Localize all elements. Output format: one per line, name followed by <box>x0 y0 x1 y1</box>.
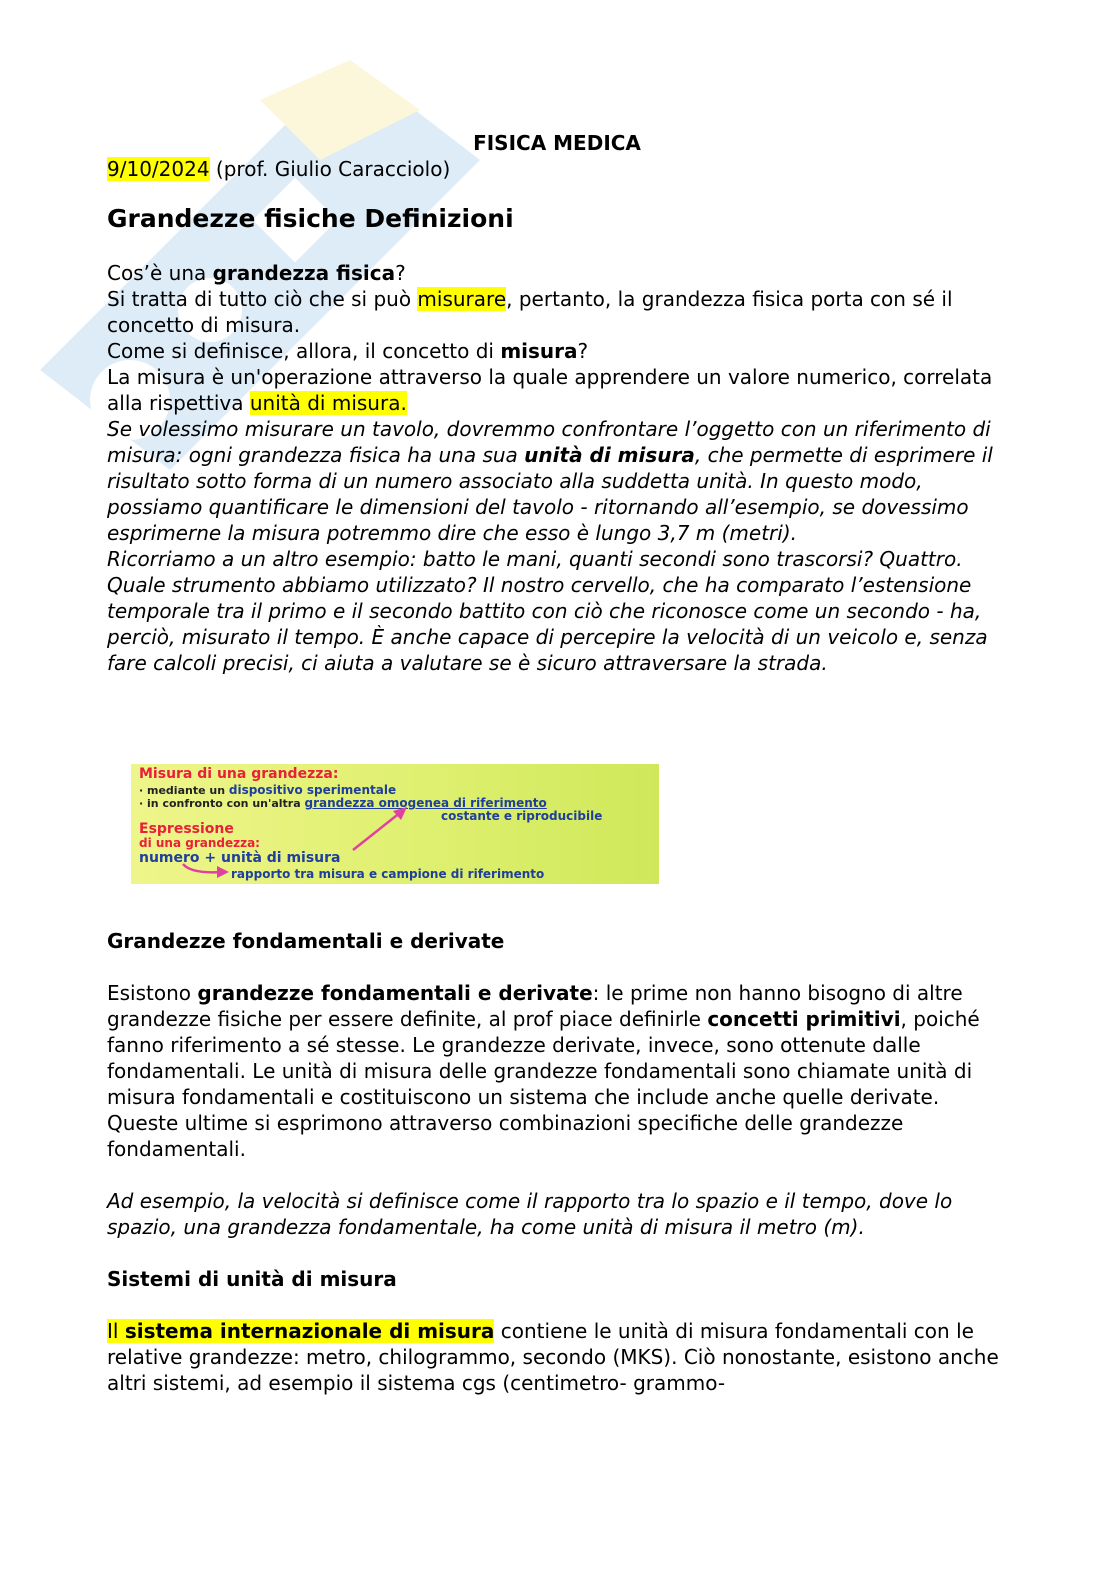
highlight-misurare: misurare <box>417 287 507 311</box>
text-run: , poiché fanno riferimento a sé stesse. Le grandezze derivate, invece, sono ottenute dalle fondamentali. Le unità di misura delle grandezze fondamentali sono chiamate unità di misura fondamentali e costituiscono un sistema che include anche quelle derivate. Queste ultime si esprimono attraverso combinazioni specifiche delle grandezze fondamentali. <box>107 1007 980 1161</box>
figure-text: di una grandezza: <box>192 766 339 782</box>
arrow-right-head <box>217 866 229 878</box>
document-body <box>107 130 1007 676</box>
bold-term: grandezze fondamentali e derivate <box>197 981 593 1005</box>
figure-arrows <box>131 764 659 884</box>
highlight-il: Il <box>107 1319 125 1343</box>
italic-example-tavolo <box>107 416 1007 546</box>
professor: (prof. Giulio Caracciolo) <box>209 157 451 181</box>
figure-text: · in confronto con un'altra <box>139 797 305 810</box>
bold-term: misura <box>500 339 578 363</box>
section-heading-fondamentali: Grandezze fondamentali e derivate <box>107 929 505 953</box>
figure-text: dispositivo sperimentale <box>228 783 397 797</box>
text-run: ? <box>395 261 406 285</box>
date-highlight: 9/10/2024 <box>107 157 210 181</box>
figure-line: di una grandezza: <box>139 836 260 850</box>
paragraph-sistemi <box>107 1318 1007 1396</box>
text-run: : le prime non hanno bisogno di altre grandezze fisiche per essere definite, al prof piace definirle <box>107 981 963 1031</box>
paragraph-misura <box>107 364 1007 416</box>
text-run: Esistono <box>107 981 198 1005</box>
text-run: La misura è un'operazione attraverso la quale apprendere un valore numerico, correlata alla rispettiva <box>107 365 993 415</box>
misura-figure <box>131 764 659 884</box>
text-run: Se volessimo misurare un tavolo, dovremmo confrontare l’oggetto con un riferimento di misura: ogni grandezza fisica ha una sua <box>107 417 991 467</box>
paragraph-fondamentali <box>107 980 1007 1162</box>
highlight-sistema-internazionale: sistema internazionale di misura <box>124 1319 495 1343</box>
italic-example-mani: Ricorriamo a un altro esempio: batto le mani, quanti secondi sono trascorsi? Quattro. Quale strumento abbiamo utilizzato? Il nostro cervello, che ha comparato l’estensione temporale tra il primo e il secondo battito con ciò che riconosce come un secondo - ha, perciò, misurato il tempo. È anche capace di percepire la velocità di un veicolo e, senza fare calcoli precisi, ci aiuta a valutare se è sicuro attraversare la strada. <box>107 547 988 675</box>
figure-text: Misura <box>139 766 193 782</box>
figure-line: costante e riproducibile <box>441 809 603 823</box>
bold-term: unità di misura <box>524 443 695 467</box>
text-run: , che permette di esprimere il risultato sotto forma di un numero associato alla suddetta unità. In questo modo, possiamo quantificare le dimensioni del tavolo - ritornando all’esempio, se dovessimo esprimerne la misura potremmo dire che esso è lungo 3,7 m (metri). <box>107 443 993 545</box>
figure-text: grandezza omogenea di riferimento <box>304 796 547 810</box>
section-heading-definizioni: Grandezze fisiche Definizioni <box>107 204 514 233</box>
figure-text: · mediante un <box>139 784 229 797</box>
text-run: ? <box>577 339 589 363</box>
bold-term: concetti primitivi <box>707 1007 901 1031</box>
document-body-continued <box>107 928 1007 1396</box>
question-grandezza <box>107 260 1007 286</box>
figure-line: numero + unità di misura <box>139 850 341 866</box>
figure-line: rapporto tra misura e campione di riferimento <box>231 867 545 881</box>
highlight-unita: unità di misura. <box>249 391 407 415</box>
date-line <box>107 156 1007 182</box>
arrow-up <box>353 812 401 850</box>
figure-line: Espressione <box>139 821 234 837</box>
section-heading-sistemi: Sistemi di unità di misura <box>107 1267 397 1291</box>
text-run: Come si definisce, allora, il concetto di <box>107 339 501 363</box>
text-run: Si tratta di tutto ciò che si può <box>107 287 418 311</box>
document-title: FISICA MEDICA <box>473 131 641 155</box>
bold-term: grandezza fisica <box>212 261 396 285</box>
paragraph-misurare <box>107 286 1007 338</box>
text-run: contiene le unità di misura fondamentali con le relative grandezze: metro, chilogrammo, secondo (MKS). Ciò nonostante, esistono anche altri sistemi, ad esempio il sistema cgs (centimetro- grammo- <box>107 1319 999 1395</box>
text-run: Cos’è una <box>107 261 213 285</box>
question-misura <box>107 338 1007 364</box>
italic-example-velocita: Ad esempio, la velocità si definisce come il rapporto tra lo spazio e il tempo, dove lo spazio, una grandezza fondamentale, ha come unità di misura il metro (m). <box>107 1189 953 1239</box>
text-run: , pertanto, la grandezza fisica porta con sé il concetto di misura. <box>107 287 953 337</box>
